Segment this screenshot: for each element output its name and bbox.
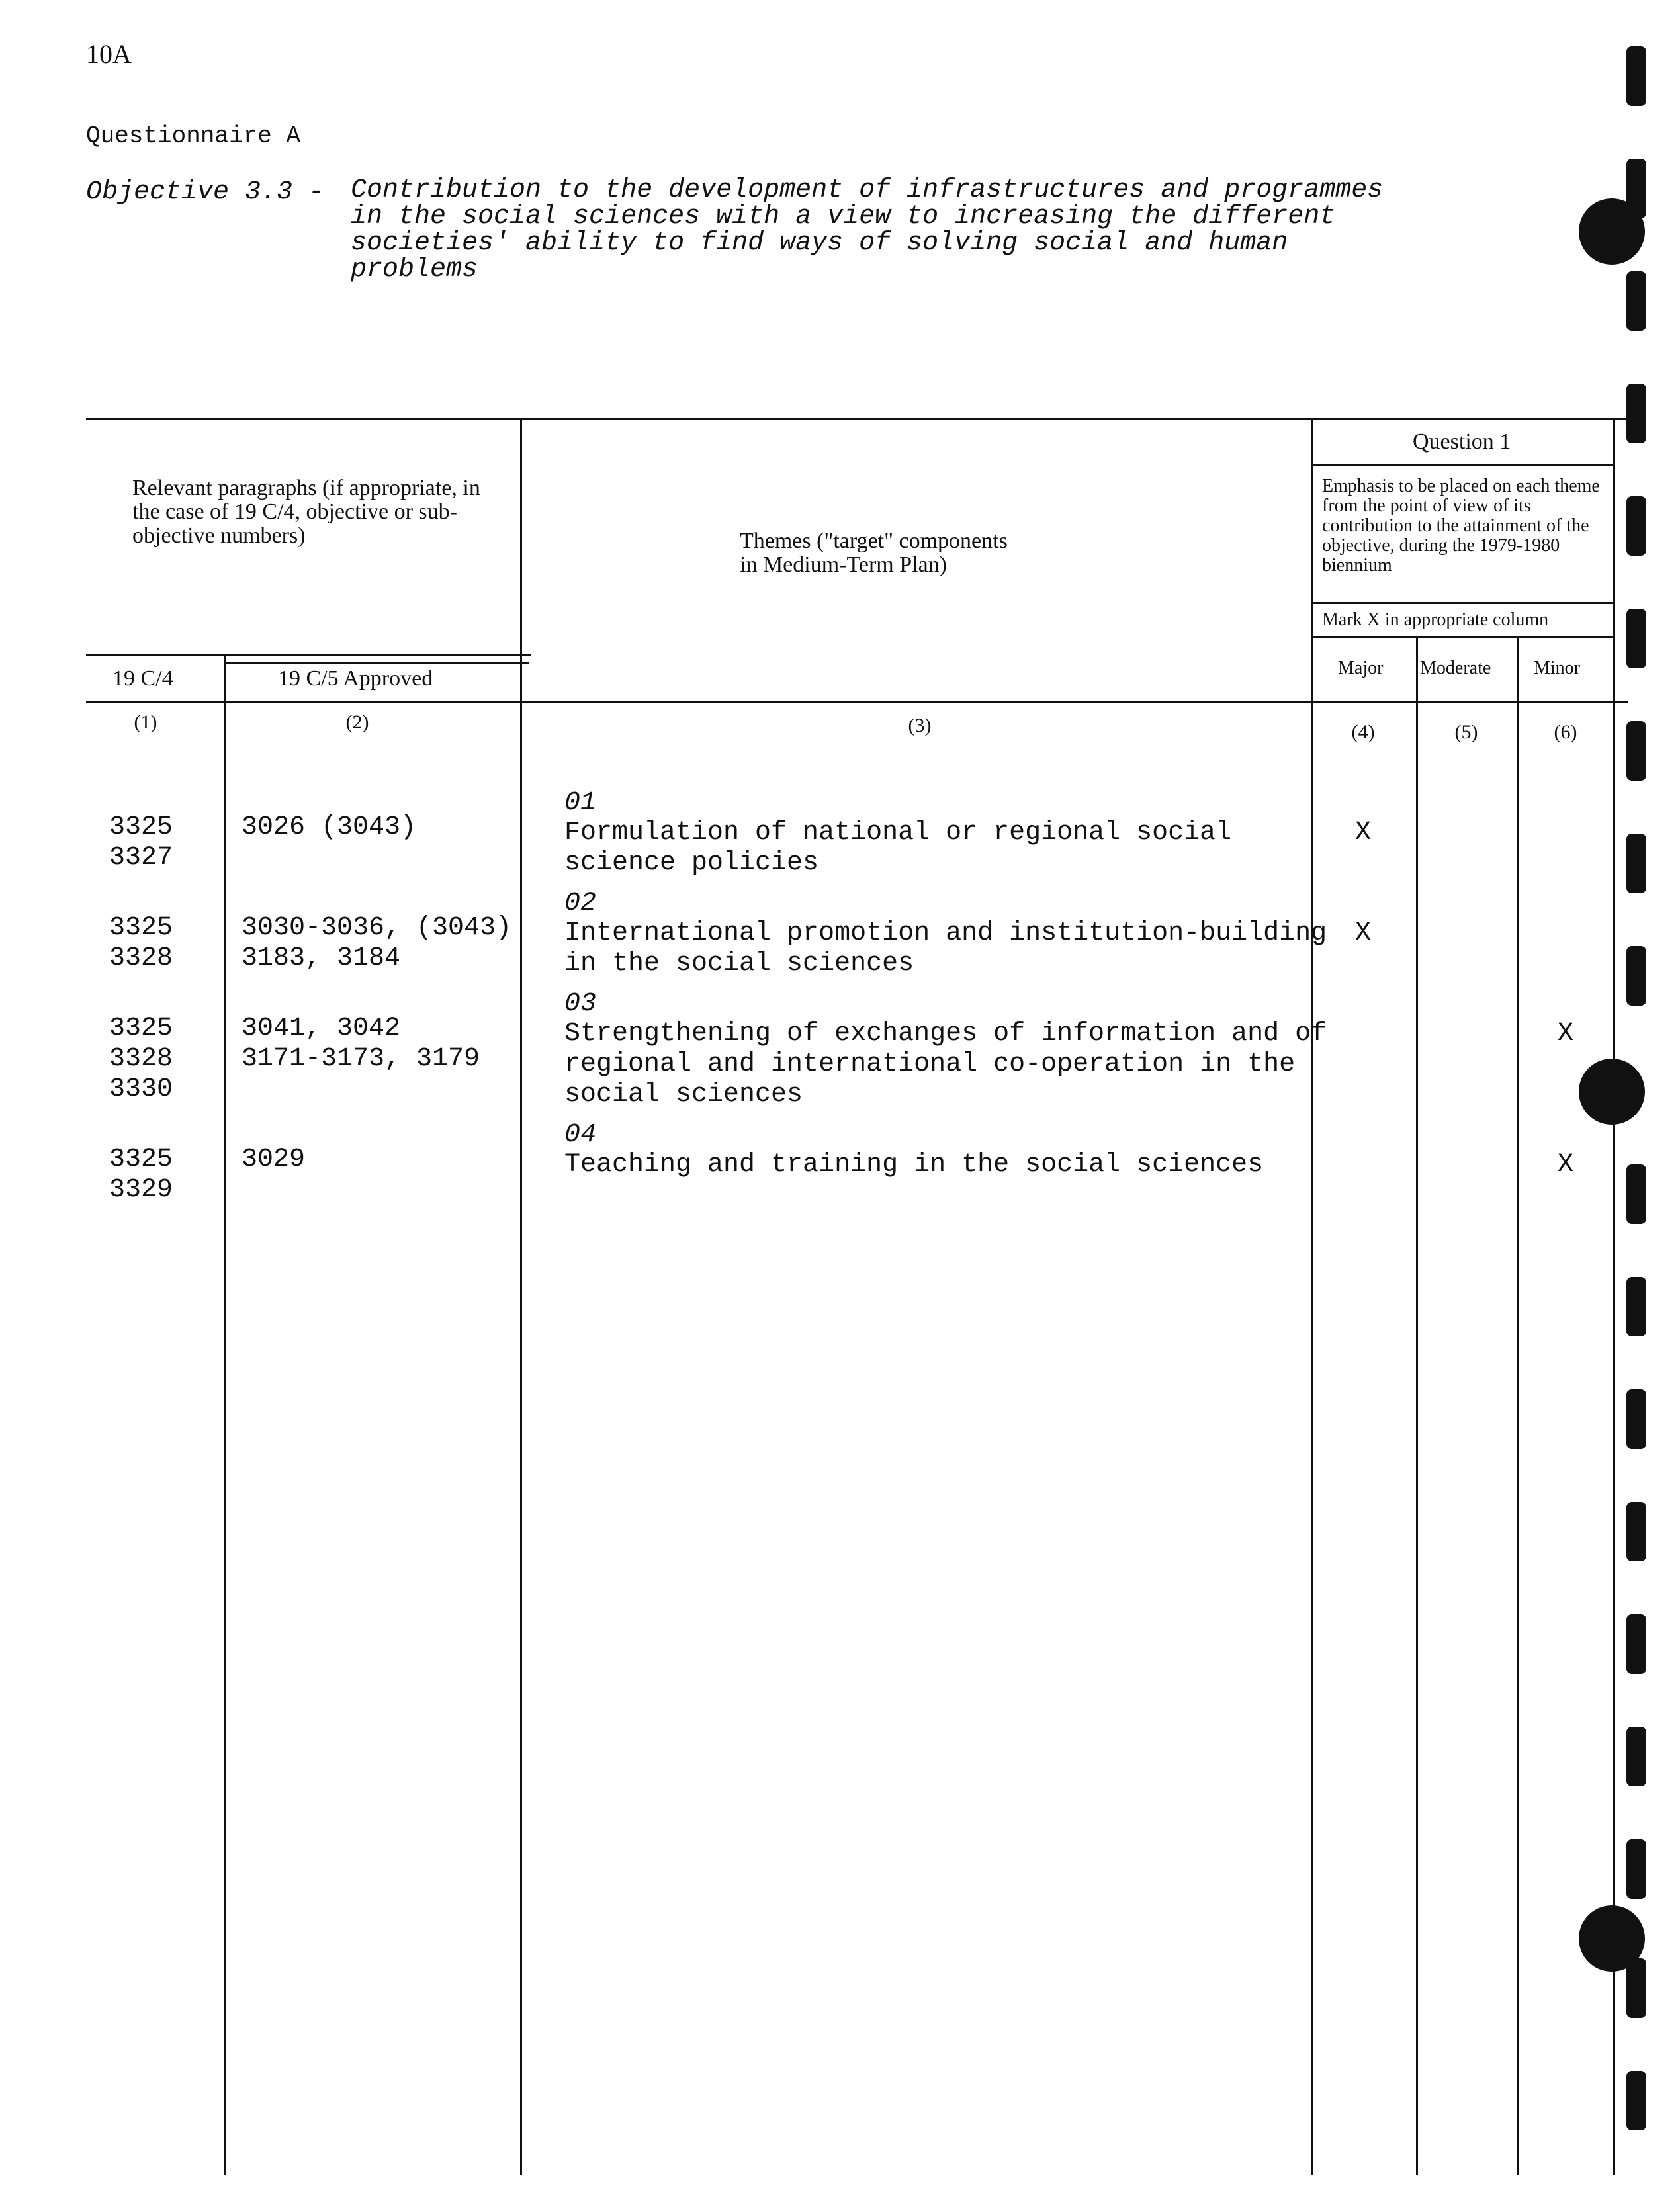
objective-line: Contribution to the development of infrastructures and programmes	[351, 175, 1384, 205]
column-header-19c4: 19 C/4	[112, 666, 173, 691]
theme-text: Teaching and training in the social sciences	[564, 1150, 1264, 1180]
objective-label: Objective 3.3 -	[86, 177, 325, 207]
mark-minor: X	[1557, 1019, 1573, 1049]
theme-code: 02	[564, 889, 597, 918]
column-header-minor: Minor	[1534, 658, 1580, 678]
paragraph-19c5: 3029	[242, 1145, 306, 1174]
paragraph-19c5: 3026 (3043)	[242, 812, 417, 842]
themes-header-line: in Medium-Term Plan)	[740, 552, 948, 577]
paragraph-19c4: 3325 3328 3330	[109, 1014, 173, 1104]
column-number: (3)	[908, 715, 932, 736]
paragraph-19c5: 3030-3036, (3043) 3183, 3184	[242, 913, 512, 973]
column-number: (4)	[1351, 721, 1375, 743]
mark-major: X	[1354, 818, 1371, 848]
column-number: (2)	[345, 711, 369, 733]
mark-major: X	[1354, 918, 1371, 948]
theme-code: 01	[564, 788, 597, 818]
column-header-major: Major	[1338, 658, 1384, 678]
theme-text: Formulation of national or regional social science policies	[564, 818, 1232, 878]
paragraph-19c5: 3041, 3042 3171-3173, 3179	[242, 1014, 480, 1074]
column-number: (1)	[134, 711, 157, 733]
themes-header-line: Themes ("target" components	[740, 529, 1008, 553]
objective-line: in the social sciences with a view to increasing the different	[351, 202, 1336, 232]
mark-minor: X	[1557, 1150, 1573, 1180]
theme-text: International promotion and institution-building in the social sciences	[564, 918, 1327, 979]
column-number: (6)	[1554, 721, 1577, 743]
column-header-19c5-approved: 19 C/5 Approved	[278, 666, 433, 691]
column-number: (5)	[1454, 721, 1478, 743]
question-text: Emphasis to be placed on each theme from the point of view of its contribution to the attainment of the objective, during the 1979-1980 biennium	[1322, 476, 1600, 576]
column-header-moderate: Moderate	[1420, 658, 1491, 678]
objective-line: problems	[351, 255, 478, 284]
relevant-paragraphs-header: Relevant paragraphs (if appropriate, in the case of 19 C/4, objective or sub-objective numbers)	[132, 476, 480, 548]
questionnaire-title: Questionnaire A	[86, 122, 301, 150]
page-number: 10A	[86, 39, 132, 69]
mark-instruction: Mark X in appropriate column	[1322, 609, 1549, 630]
question-title: Question 1	[1413, 429, 1511, 454]
objective-line: societies' ability to find ways of solving social and human	[351, 228, 1288, 258]
paragraph-19c4: 3325 3327	[109, 812, 173, 873]
paragraph-19c4: 3325 3328	[109, 913, 173, 973]
theme-text: Strengthening of exchanges of information and of regional and international co-operation in the social sciences	[564, 1019, 1327, 1110]
objective-description	[351, 177, 1436, 283]
theme-code: 04	[564, 1120, 597, 1150]
themes-header	[740, 529, 1008, 577]
theme-code: 03	[564, 989, 597, 1019]
paragraph-19c4: 3325 3329	[109, 1145, 173, 1205]
